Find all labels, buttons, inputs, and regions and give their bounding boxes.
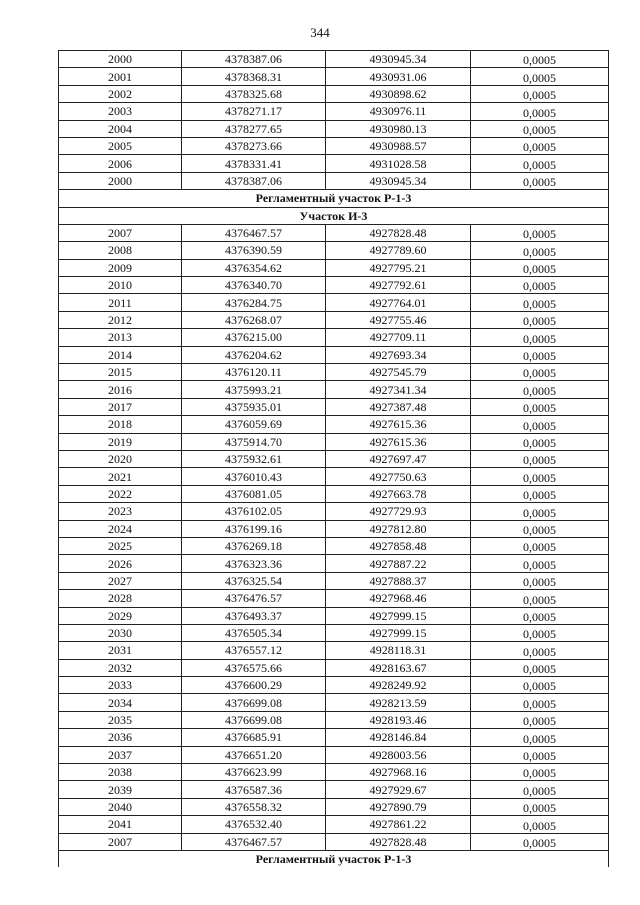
point-number-cell: 2005 bbox=[59, 137, 182, 154]
x-coordinate-cell: 4376493.37 bbox=[182, 607, 326, 624]
x-coordinate-cell: 4376699.08 bbox=[182, 711, 326, 728]
tolerance-cell: 0,0005 bbox=[471, 642, 609, 659]
y-coordinate-cell: 4927729.93 bbox=[326, 503, 471, 520]
table-row bbox=[59, 155, 609, 172]
y-coordinate-cell: 4927764.01 bbox=[326, 294, 471, 311]
tolerance-cell: 0,0005 bbox=[471, 555, 609, 572]
x-coordinate-cell: 4376354.62 bbox=[182, 259, 326, 276]
point-number-cell: 2041 bbox=[59, 816, 182, 833]
section-header-row bbox=[59, 850, 609, 867]
y-coordinate-cell: 4927888.37 bbox=[326, 572, 471, 589]
table-row bbox=[59, 433, 609, 450]
x-coordinate-cell: 4376587.36 bbox=[182, 781, 326, 798]
y-coordinate-cell: 4927693.34 bbox=[326, 346, 471, 363]
point-number-cell: 2014 bbox=[59, 346, 182, 363]
y-coordinate-cell: 4930980.13 bbox=[326, 120, 471, 137]
point-number-cell: 2022 bbox=[59, 485, 182, 502]
x-coordinate-cell: 4376532.40 bbox=[182, 816, 326, 833]
y-coordinate-cell: 4927792.61 bbox=[326, 277, 471, 294]
x-coordinate-cell: 4375993.21 bbox=[182, 381, 326, 398]
tolerance-cell: 0,0005 bbox=[471, 607, 609, 624]
point-number-cell: 2027 bbox=[59, 572, 182, 589]
tolerance-cell: 0,0005 bbox=[471, 572, 609, 589]
tolerance-cell: 0,0005 bbox=[471, 85, 609, 102]
y-coordinate-cell: 4927968.46 bbox=[326, 590, 471, 607]
point-number-cell: 2007 bbox=[59, 224, 182, 241]
tolerance-cell: 0,0005 bbox=[471, 677, 609, 694]
table-row bbox=[59, 659, 609, 676]
x-coordinate-cell: 4376558.32 bbox=[182, 798, 326, 815]
tolerance-cell: 0,0005 bbox=[471, 137, 609, 154]
tolerance-cell: 0,0005 bbox=[471, 450, 609, 467]
tolerance-cell: 0,0005 bbox=[471, 764, 609, 781]
x-coordinate-cell: 4378387.06 bbox=[182, 172, 326, 189]
table-row bbox=[59, 485, 609, 502]
tolerance-cell: 0,0005 bbox=[471, 833, 609, 850]
point-number-cell: 2028 bbox=[59, 590, 182, 607]
y-coordinate-cell: 4927789.60 bbox=[326, 242, 471, 259]
tolerance-cell: 0,0005 bbox=[471, 364, 609, 381]
tolerance-cell: 0,0005 bbox=[471, 485, 609, 502]
table-row bbox=[59, 729, 609, 746]
table-row bbox=[59, 468, 609, 485]
table-row bbox=[59, 398, 609, 415]
section-header-cell: Участок И-3 bbox=[59, 207, 609, 224]
table-row bbox=[59, 450, 609, 467]
y-coordinate-cell: 4928249.92 bbox=[326, 677, 471, 694]
point-number-cell: 2023 bbox=[59, 503, 182, 520]
point-number-cell: 2031 bbox=[59, 642, 182, 659]
coordinates-table-body bbox=[59, 51, 609, 868]
x-coordinate-cell: 4376476.57 bbox=[182, 590, 326, 607]
point-number-cell: 2037 bbox=[59, 746, 182, 763]
y-coordinate-cell: 4928003.56 bbox=[326, 746, 471, 763]
table-row bbox=[59, 781, 609, 798]
x-coordinate-cell: 4376505.34 bbox=[182, 624, 326, 641]
y-coordinate-cell: 4930931.06 bbox=[326, 68, 471, 85]
point-number-cell: 2026 bbox=[59, 555, 182, 572]
x-coordinate-cell: 4375935.01 bbox=[182, 398, 326, 415]
y-coordinate-cell: 4930976.11 bbox=[326, 103, 471, 120]
section-header-row bbox=[59, 207, 609, 224]
point-number-cell: 2034 bbox=[59, 694, 182, 711]
table-row bbox=[59, 503, 609, 520]
y-coordinate-cell: 4927663.78 bbox=[326, 485, 471, 502]
table-row bbox=[59, 746, 609, 763]
table-row bbox=[59, 85, 609, 102]
tolerance-cell: 0,0005 bbox=[471, 259, 609, 276]
y-coordinate-cell: 4931028.58 bbox=[326, 155, 471, 172]
table-row bbox=[59, 68, 609, 85]
x-coordinate-cell: 4378331.41 bbox=[182, 155, 326, 172]
table-row bbox=[59, 381, 609, 398]
x-coordinate-cell: 4376685.91 bbox=[182, 729, 326, 746]
point-number-cell: 2038 bbox=[59, 764, 182, 781]
y-coordinate-cell: 4927750.63 bbox=[326, 468, 471, 485]
y-coordinate-cell: 4927387.48 bbox=[326, 398, 471, 415]
y-coordinate-cell: 4928146.84 bbox=[326, 729, 471, 746]
tolerance-cell: 0,0005 bbox=[471, 537, 609, 554]
page-number: 344 bbox=[310, 25, 330, 40]
point-number-cell: 2000 bbox=[59, 51, 182, 68]
table-row bbox=[59, 642, 609, 659]
x-coordinate-cell: 4376010.43 bbox=[182, 468, 326, 485]
section-header-row bbox=[59, 190, 609, 207]
x-coordinate-cell: 4376575.66 bbox=[182, 659, 326, 676]
y-coordinate-cell: 4930945.34 bbox=[326, 172, 471, 189]
x-coordinate-cell: 4378271.17 bbox=[182, 103, 326, 120]
tolerance-cell: 0,0005 bbox=[471, 659, 609, 676]
tolerance-cell: 0,0005 bbox=[471, 746, 609, 763]
point-number-cell: 2030 bbox=[59, 624, 182, 641]
point-number-cell: 2012 bbox=[59, 311, 182, 328]
table-row bbox=[59, 624, 609, 641]
y-coordinate-cell: 4930945.34 bbox=[326, 51, 471, 68]
x-coordinate-cell: 4376651.20 bbox=[182, 746, 326, 763]
table-row bbox=[59, 607, 609, 624]
table-row bbox=[59, 590, 609, 607]
y-coordinate-cell: 4927615.36 bbox=[326, 416, 471, 433]
point-number-cell: 2020 bbox=[59, 450, 182, 467]
tolerance-cell: 0,0005 bbox=[471, 224, 609, 241]
point-number-cell: 2010 bbox=[59, 277, 182, 294]
table-row bbox=[59, 833, 609, 850]
x-coordinate-cell: 4376268.07 bbox=[182, 311, 326, 328]
tolerance-cell: 0,0005 bbox=[471, 781, 609, 798]
tolerance-cell: 0,0005 bbox=[471, 433, 609, 450]
tolerance-cell: 0,0005 bbox=[471, 68, 609, 85]
point-number-cell: 2016 bbox=[59, 381, 182, 398]
table-row bbox=[59, 137, 609, 154]
tolerance-cell: 0,0005 bbox=[471, 346, 609, 363]
table-row bbox=[59, 242, 609, 259]
y-coordinate-cell: 4930898.62 bbox=[326, 85, 471, 102]
table-row bbox=[59, 172, 609, 189]
point-number-cell: 2032 bbox=[59, 659, 182, 676]
tolerance-cell: 0,0005 bbox=[471, 416, 609, 433]
y-coordinate-cell: 4927615.36 bbox=[326, 433, 471, 450]
table-row bbox=[59, 329, 609, 346]
x-coordinate-cell: 4376204.62 bbox=[182, 346, 326, 363]
table-row bbox=[59, 277, 609, 294]
y-coordinate-cell: 4927968.16 bbox=[326, 764, 471, 781]
tolerance-cell: 0,0005 bbox=[471, 381, 609, 398]
point-number-cell: 2001 bbox=[59, 68, 182, 85]
tolerance-cell: 0,0005 bbox=[471, 468, 609, 485]
x-coordinate-cell: 4376699.08 bbox=[182, 694, 326, 711]
x-coordinate-cell: 4375914.70 bbox=[182, 433, 326, 450]
table-row bbox=[59, 259, 609, 276]
tolerance-cell: 0,0005 bbox=[471, 624, 609, 641]
coordinates-table bbox=[58, 50, 609, 867]
y-coordinate-cell: 4927709.11 bbox=[326, 329, 471, 346]
x-coordinate-cell: 4376081.05 bbox=[182, 485, 326, 502]
tolerance-cell: 0,0005 bbox=[471, 172, 609, 189]
point-number-cell: 2033 bbox=[59, 677, 182, 694]
point-number-cell: 2029 bbox=[59, 607, 182, 624]
table-row bbox=[59, 555, 609, 572]
x-coordinate-cell: 4376340.70 bbox=[182, 277, 326, 294]
point-number-cell: 2017 bbox=[59, 398, 182, 415]
y-coordinate-cell: 4927828.48 bbox=[326, 833, 471, 850]
tolerance-cell: 0,0005 bbox=[471, 120, 609, 137]
y-coordinate-cell: 4927887.22 bbox=[326, 555, 471, 572]
section-header-cell: Регламентный участок Р-1-3 bbox=[59, 850, 609, 867]
point-number-cell: 2018 bbox=[59, 416, 182, 433]
y-coordinate-cell: 4927755.46 bbox=[326, 311, 471, 328]
point-number-cell: 2040 bbox=[59, 798, 182, 815]
table-row bbox=[59, 798, 609, 815]
y-coordinate-cell: 4927861.22 bbox=[326, 816, 471, 833]
x-coordinate-cell: 4376215.00 bbox=[182, 329, 326, 346]
x-coordinate-cell: 4376323.36 bbox=[182, 555, 326, 572]
tolerance-cell: 0,0005 bbox=[471, 694, 609, 711]
tolerance-cell: 0,0005 bbox=[471, 520, 609, 537]
tolerance-cell: 0,0005 bbox=[471, 329, 609, 346]
y-coordinate-cell: 4927929.67 bbox=[326, 781, 471, 798]
tolerance-cell: 0,0005 bbox=[471, 103, 609, 120]
table-row bbox=[59, 764, 609, 781]
y-coordinate-cell: 4927999.15 bbox=[326, 624, 471, 641]
point-number-cell: 2039 bbox=[59, 781, 182, 798]
table-row bbox=[59, 364, 609, 381]
table-row bbox=[59, 224, 609, 241]
table-row bbox=[59, 294, 609, 311]
x-coordinate-cell: 4376284.75 bbox=[182, 294, 326, 311]
point-number-cell: 2007 bbox=[59, 833, 182, 850]
y-coordinate-cell: 4927999.15 bbox=[326, 607, 471, 624]
tolerance-cell: 0,0005 bbox=[471, 311, 609, 328]
x-coordinate-cell: 4376623.99 bbox=[182, 764, 326, 781]
y-coordinate-cell: 4927697.47 bbox=[326, 450, 471, 467]
point-number-cell: 2004 bbox=[59, 120, 182, 137]
y-coordinate-cell: 4928118.31 bbox=[326, 642, 471, 659]
tolerance-cell: 0,0005 bbox=[471, 503, 609, 520]
x-coordinate-cell: 4376600.29 bbox=[182, 677, 326, 694]
y-coordinate-cell: 4927812.80 bbox=[326, 520, 471, 537]
table-row bbox=[59, 416, 609, 433]
x-coordinate-cell: 4376120.11 bbox=[182, 364, 326, 381]
point-number-cell: 2024 bbox=[59, 520, 182, 537]
table-row bbox=[59, 694, 609, 711]
y-coordinate-cell: 4928193.46 bbox=[326, 711, 471, 728]
x-coordinate-cell: 4376467.57 bbox=[182, 224, 326, 241]
y-coordinate-cell: 4927828.48 bbox=[326, 224, 471, 241]
point-number-cell: 2000 bbox=[59, 172, 182, 189]
point-number-cell: 2036 bbox=[59, 729, 182, 746]
table-row bbox=[59, 572, 609, 589]
x-coordinate-cell: 4375932.61 bbox=[182, 450, 326, 467]
x-coordinate-cell: 4378387.06 bbox=[182, 51, 326, 68]
tolerance-cell: 0,0005 bbox=[471, 242, 609, 259]
x-coordinate-cell: 4376269.18 bbox=[182, 537, 326, 554]
point-number-cell: 2013 bbox=[59, 329, 182, 346]
x-coordinate-cell: 4378368.31 bbox=[182, 68, 326, 85]
y-coordinate-cell: 4927795.21 bbox=[326, 259, 471, 276]
tolerance-cell: 0,0005 bbox=[471, 294, 609, 311]
tolerance-cell: 0,0005 bbox=[471, 729, 609, 746]
tolerance-cell: 0,0005 bbox=[471, 711, 609, 728]
y-coordinate-cell: 4927858.48 bbox=[326, 537, 471, 554]
y-coordinate-cell: 4928213.59 bbox=[326, 694, 471, 711]
tolerance-cell: 0,0005 bbox=[471, 51, 609, 68]
table-row bbox=[59, 537, 609, 554]
table-row bbox=[59, 120, 609, 137]
point-number-cell: 2021 bbox=[59, 468, 182, 485]
x-coordinate-cell: 4376467.57 bbox=[182, 833, 326, 850]
table-row bbox=[59, 677, 609, 694]
x-coordinate-cell: 4378273.66 bbox=[182, 137, 326, 154]
x-coordinate-cell: 4378325.68 bbox=[182, 85, 326, 102]
x-coordinate-cell: 4376199.16 bbox=[182, 520, 326, 537]
tolerance-cell: 0,0005 bbox=[471, 398, 609, 415]
tolerance-cell: 0,0005 bbox=[471, 798, 609, 815]
tolerance-cell: 0,0005 bbox=[471, 816, 609, 833]
x-coordinate-cell: 4376390.59 bbox=[182, 242, 326, 259]
y-coordinate-cell: 4928163.67 bbox=[326, 659, 471, 676]
point-number-cell: 2019 bbox=[59, 433, 182, 450]
point-number-cell: 2011 bbox=[59, 294, 182, 311]
point-number-cell: 2002 bbox=[59, 85, 182, 102]
point-number-cell: 2009 bbox=[59, 259, 182, 276]
point-number-cell: 2025 bbox=[59, 537, 182, 554]
x-coordinate-cell: 4376059.69 bbox=[182, 416, 326, 433]
y-coordinate-cell: 4930988.57 bbox=[326, 137, 471, 154]
tolerance-cell: 0,0005 bbox=[471, 277, 609, 294]
point-number-cell: 2003 bbox=[59, 103, 182, 120]
point-number-cell: 2015 bbox=[59, 364, 182, 381]
point-number-cell: 2035 bbox=[59, 711, 182, 728]
tolerance-cell: 0,0005 bbox=[471, 155, 609, 172]
x-coordinate-cell: 4376557.12 bbox=[182, 642, 326, 659]
x-coordinate-cell: 4376102.05 bbox=[182, 503, 326, 520]
table-row bbox=[59, 711, 609, 728]
table-row bbox=[59, 103, 609, 120]
x-coordinate-cell: 4378277.65 bbox=[182, 120, 326, 137]
point-number-cell: 2006 bbox=[59, 155, 182, 172]
table-row bbox=[59, 816, 609, 833]
point-number-cell: 2008 bbox=[59, 242, 182, 259]
y-coordinate-cell: 4927545.79 bbox=[326, 364, 471, 381]
table-row bbox=[59, 520, 609, 537]
section-header-cell: Регламентный участок Р-1-3 bbox=[59, 190, 609, 207]
y-coordinate-cell: 4927890.79 bbox=[326, 798, 471, 815]
table-row bbox=[59, 346, 609, 363]
table-row bbox=[59, 311, 609, 328]
tolerance-cell: 0,0005 bbox=[471, 590, 609, 607]
table-row bbox=[59, 51, 609, 68]
x-coordinate-cell: 4376325.54 bbox=[182, 572, 326, 589]
y-coordinate-cell: 4927341.34 bbox=[326, 381, 471, 398]
